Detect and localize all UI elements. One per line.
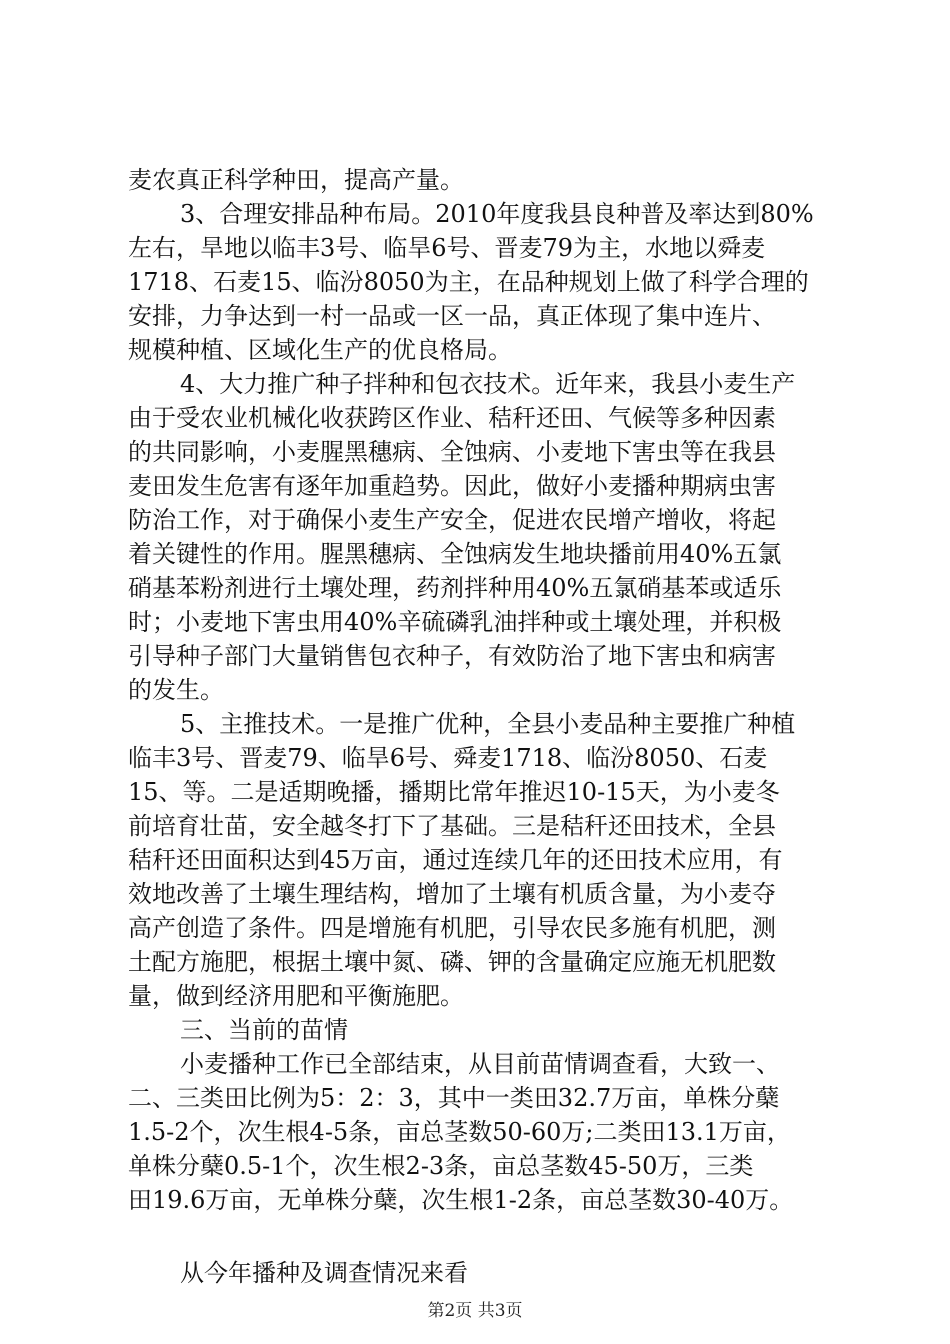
text-line: 二、三类田比例为5：2：3，其中一类田32.7万亩，单株分蘖: [128, 1084, 780, 1112]
text-line: 麦农真正科学种田，提高产量。: [128, 166, 464, 194]
text-line: 5、主推技术。一是推广优种，全县小麦品种主要推广种植: [180, 710, 796, 738]
text-line: 秸秆还田面积达到45万亩，通过连续几年的还田技术应用，有: [128, 846, 783, 874]
text-line: 土配方施肥，根据土壤中氮、磷、钾的含量确定应施无机肥数: [128, 948, 776, 976]
text-line: 的共同影响，小麦腥黑穗病、全蚀病、小麦地下害虫等在我县: [128, 438, 776, 466]
text-line: 田19.6万亩，无单株分蘖，次生根1-2条，亩总茎数30-40万。: [128, 1186, 794, 1214]
text-line: 防治工作，对于确保小麦生产安全，促进农民增产增收，将起: [128, 506, 776, 534]
text-line: 量，做到经济用肥和平衡施肥。: [128, 982, 464, 1010]
paragraph-gap: [128, 1217, 832, 1256]
text-line: 效地改善了土壤生理结构，增加了土壤有机质含量，为小麦夺: [128, 880, 776, 908]
section-heading: 三、当前的苗情: [180, 1016, 348, 1044]
text-line: 引导种子部门大量销售包衣种子，有效防治了地下害虫和病害: [128, 642, 776, 670]
page-footer: 第2页 共3页: [427, 1301, 523, 1321]
text-line: 高产创造了条件。四是增施有机肥，引导农民多施有机肥，测: [128, 914, 776, 942]
text-line: 规模种植、区域化生产的优良格局。: [128, 336, 512, 364]
text-line: 着关键性的作用。腥黑穗病、全蚀病发生地块播前用40%五氯: [128, 540, 782, 568]
text-line: 1.5-2个，次生根4-5条，亩总茎数50-60万;二类田13.1万亩，: [128, 1118, 791, 1146]
text-line: 时；小麦地下害虫用40%辛硫磷乳油拌种或土壤处理，并积极: [128, 608, 782, 636]
text-line: 15、等。二是适期晚播，播期比常年推迟10-15天，为小麦冬: [128, 778, 780, 806]
text-line: 3、合理安排品种布局。2010年度我县良种普及率达到80%: [180, 200, 814, 228]
text-line: 临丰3号、晋麦79、临旱6号、舜麦1718、临汾8050、石麦: [128, 744, 768, 772]
text-line: 麦田发生危害有逐年加重趋势。因此，做好小麦播种期病虫害: [128, 472, 776, 500]
text-line: 安排，力争达到一村一品或一区一品，真正体现了集中连片、: [128, 302, 776, 330]
document-body: [128, 163, 832, 1290]
text-line: 小麦播种工作已全部结束，从目前苗情调查看，大致一、: [180, 1050, 780, 1078]
text-line: 硝基苯粉剂进行土壤处理，药剂拌种用40%五氯硝基苯或适乐: [128, 574, 782, 602]
text-line: 由于受农业机械化收获跨区作业、秸秆还田、气候等多种因素: [128, 404, 776, 432]
text-line: 4、大力推广种子拌种和包衣技术。近年来，我县小麦生产: [180, 370, 796, 398]
text-line: 单株分蘖0.5-1个，次生根2-3条，亩总茎数45-50万，三类: [128, 1152, 754, 1180]
text-line: 的发生。: [128, 676, 224, 704]
text-line: 左右，旱地以临丰3号、临旱6号、晋麦79为主，水地以舜麦: [128, 234, 766, 262]
text-line: 1718、石麦15、临汾8050为主，在品种规划上做了科学合理的: [128, 268, 809, 296]
text-line: 从今年播种及调查情况来看: [180, 1259, 468, 1287]
text-line: 前培育壮苗，安全越冬打下了基础。三是秸秆还田技术，全县: [128, 812, 776, 840]
